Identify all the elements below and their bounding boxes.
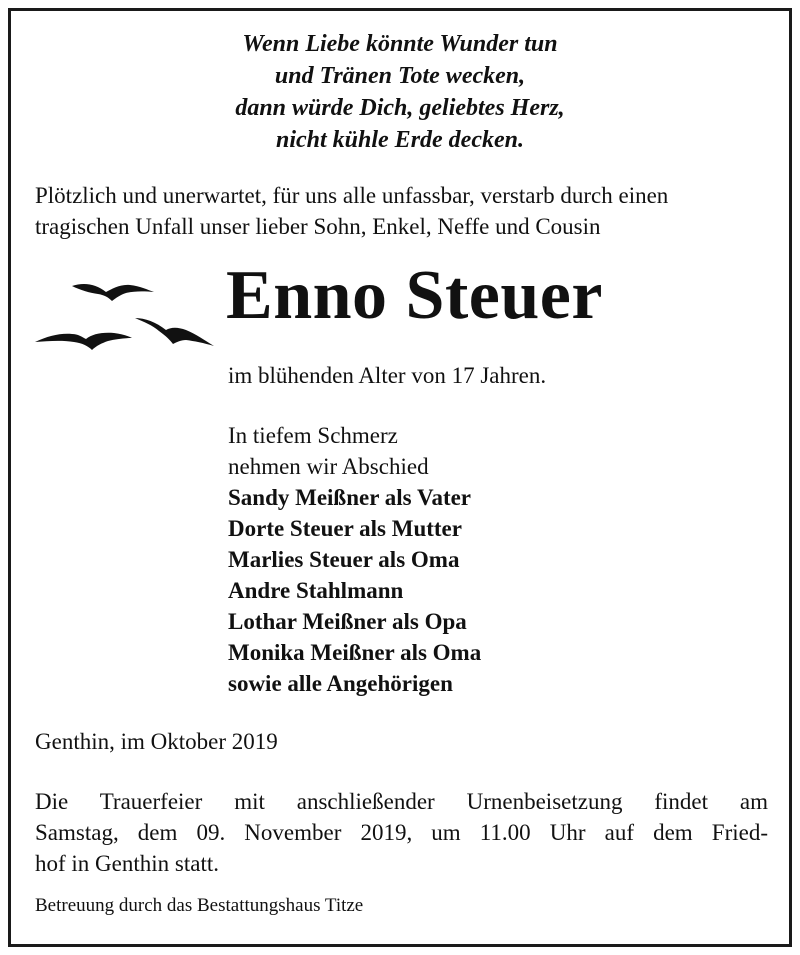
mourner-item: sowie alle Angehörigen [228,671,453,696]
flying-birds-icon [32,272,227,362]
service-info [35,786,768,879]
poem-line: und Tränen Tote wecken, [274,63,526,89]
mourner-item: Lothar Meißner als Opa [228,609,467,634]
mourning-line: nehmen wir Abschied [228,454,429,479]
intro-line: Plötzlich und unerwartet, für uns alle unfassbar, verstarb durch einen [35,183,669,208]
intro-text [35,180,770,242]
mourner-item: Marlies Steuer als Oma [228,547,460,572]
mourner-item: Andre Stahlmann [228,578,404,603]
mourner-item: Sandy Meißner als Vater [228,485,472,510]
bird-icon [35,333,132,350]
service-line: hof in Genthin statt. [35,851,219,876]
poem-verse [0,28,800,156]
deceased-age: im blühenden Alter von 17 Jahren. [228,363,547,388]
mourning-line: In tiefem Schmerz [228,423,398,448]
mourner-item: Monika Meißner als Oma [228,640,482,665]
deceased-name: Enno Steuer [226,257,603,334]
service-line: Samstag, dem 09. November 2019, um 11.00 Uhr auf dem Fried- [35,820,768,845]
service-line: Die Trauerfeier mit anschließender Urnenbeisetzung findet am [35,789,768,814]
poem-line: nicht kühle Erde decken. [275,127,524,153]
bird-icon [72,284,154,301]
poem-line: Wenn Liebe könnte Wunder tun [242,31,558,57]
mourning-phrase [228,420,429,482]
mourner-item: Dorte Steuer als Mutter [228,516,462,541]
bird-icon [135,318,214,346]
mourners-list [228,482,481,699]
place-and-date: Genthin, im Oktober 2019 [35,729,278,754]
intro-line: tragischen Unfall unser lieber Sohn, Enkel, Neffe und Cousin [35,214,601,239]
poem-line: dann würde Dich, geliebtes Herz, [235,95,565,121]
funeral-home-credit: Betreuung durch das Bestattungshaus Titze [35,895,364,916]
